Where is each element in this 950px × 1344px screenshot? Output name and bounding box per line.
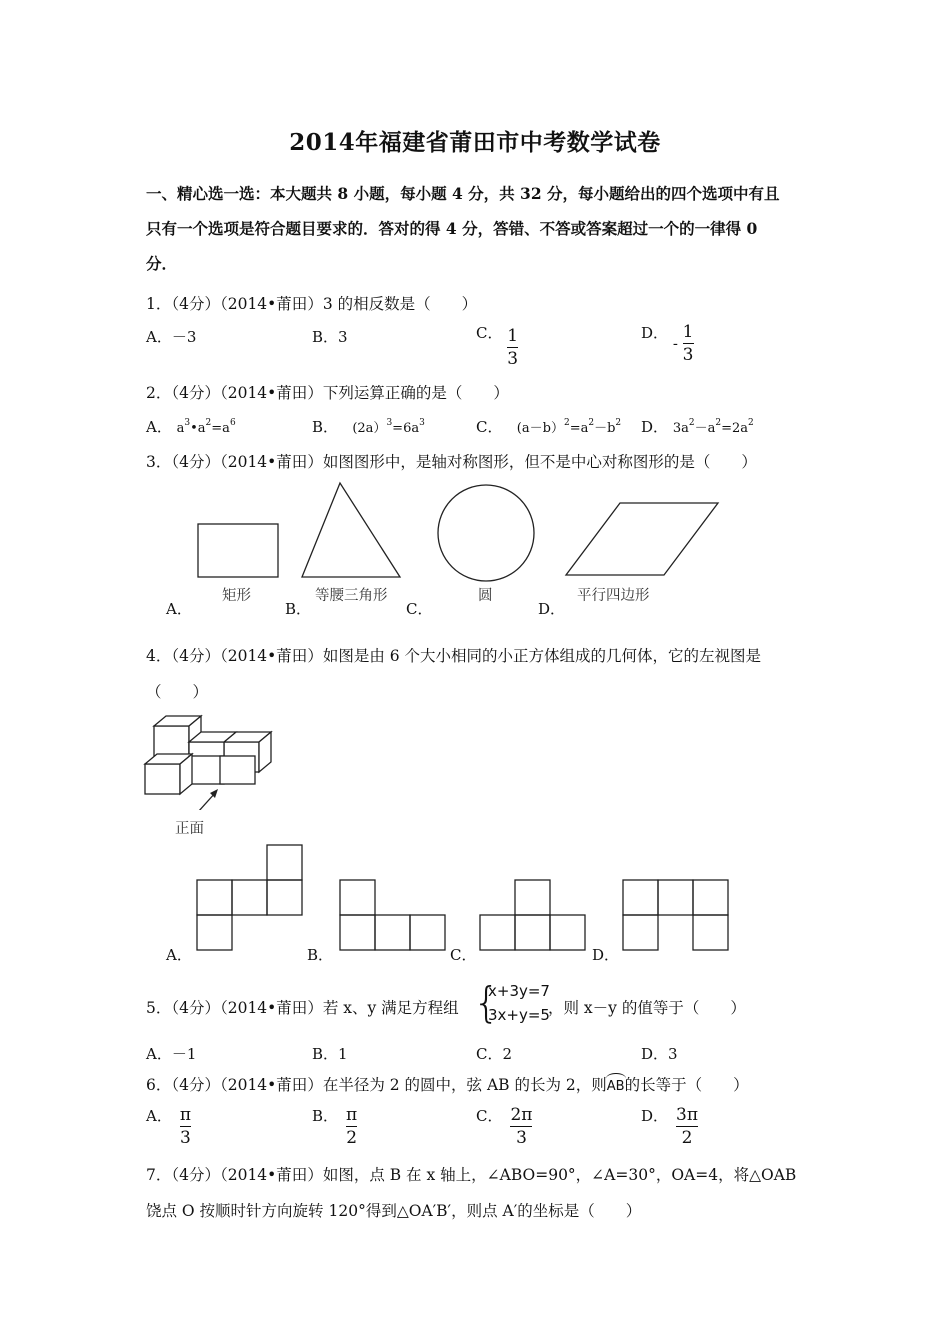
rectangle-shape <box>198 524 278 577</box>
q1-option-c-fraction <box>507 326 518 369</box>
q6-option-b <box>312 1105 357 1148</box>
section-heading-line2: 只有一个选项是符合题目要求的．答对的得 4 分，答错、不答或答案超过一个的一律得 0 <box>146 219 758 238</box>
q6-b-numerator: π <box>346 1105 358 1125</box>
q4-stem-line1: 4．（4分）（2014•莆田）如图是由 6 个大小相同的小正方体组成的几何体，它的左视图是 <box>146 647 762 665</box>
q6-option-a <box>146 1105 191 1148</box>
q3-figures <box>190 478 730 588</box>
isosceles-triangle-shape <box>302 483 400 577</box>
q2-option-a: A． $a^3•a^2=a^6$ <box>146 418 236 436</box>
q1-c-denominator: 3 <box>507 349 519 369</box>
q2-option-c: C． $(a-b)^2=a^2-b^2$ <box>476 418 622 436</box>
q1-c-numerator: 1 <box>507 326 519 346</box>
q1-option-d-fraction <box>683 322 694 365</box>
q5-equation-2: 3x+y=5 <box>488 1006 550 1024</box>
q4-cube-figure <box>140 710 310 810</box>
q4-option-a: A． <box>166 946 192 964</box>
q6-c-label: C． <box>476 1107 503 1125</box>
q1-d-denominator: 3 <box>682 345 694 365</box>
q3-caption-rectangle: 矩形 <box>222 588 251 604</box>
q6-b-denominator: 2 <box>346 1128 358 1148</box>
q4-option-d: D． <box>592 946 620 964</box>
q3-stem: 3．（4分）（2014•莆田）如图图形中，是轴对称图形，但不是中心对称图形的是（ ） <box>146 453 757 471</box>
q5-brace: { <box>473 978 500 1027</box>
q3-caption-parallelogram: 平行四边形 <box>577 588 650 604</box>
q2-option-d: D． $3a^2-a^2=2a^2$ <box>641 418 754 436</box>
q6-b-label: B． <box>312 1107 339 1125</box>
q5-option-a: A．－1 <box>146 1045 197 1063</box>
q2-a-label: A． <box>146 418 172 436</box>
q3-option-b: B． <box>285 600 312 618</box>
q3-option-c: C． <box>406 600 433 618</box>
q5-equation-1: x+3y=7 <box>488 982 550 1000</box>
q3-option-a: A． <box>166 600 192 618</box>
q2-option-b: B． $(2a)^3=6a^3$ <box>312 418 425 436</box>
q5-stem-pre: 5．（4分）（2014•莆田）若 x、y 满足方程组 <box>146 999 459 1017</box>
q1-stem: 1．（4分）（2014•莆田）3 的相反数是（ ） <box>146 295 478 313</box>
q6-d-numerator: 3π <box>676 1105 699 1125</box>
q6-c-numerator: 2π <box>510 1105 533 1125</box>
q6-option-d <box>641 1105 698 1148</box>
q4-front-label: 正面 <box>175 821 204 837</box>
q2-b-label: B． <box>312 418 339 436</box>
q6-stem <box>146 1073 749 1095</box>
q2-stem: 2．（4分）（2014•莆田）下列运算正确的是（ ） <box>146 384 509 402</box>
q6-d-label: D． <box>641 1107 669 1125</box>
q3-caption-circle: 圆 <box>478 588 493 604</box>
q6-stem-pre: 6．（4分）（2014•莆田）在半径为 2 的圆中，弦 AB 的长为 2，则 <box>146 1076 607 1094</box>
q6-arc-ab: AB <box>606 1079 625 1094</box>
q6-option-c <box>476 1105 532 1148</box>
q6-d-denominator: 2 <box>681 1128 693 1148</box>
q1-option-d-label: D． <box>641 324 669 342</box>
q4-option-b: B． <box>307 946 334 964</box>
q1-option-c-label: C． <box>476 324 503 342</box>
section-heading-line3: 分． <box>146 254 178 273</box>
q6-a-denominator: 3 <box>180 1128 191 1148</box>
q5-option-c: C．2 <box>476 1045 513 1063</box>
q1-option-b: B．3 <box>312 328 348 346</box>
q7-stem-line2: 饶点 O 按顺时针方向旋转 120°得到△OA′B′，则点 A′的坐标是（ ） <box>146 1202 642 1220</box>
q4-option-views <box>195 843 735 953</box>
q6-c-denominator: 3 <box>516 1128 527 1148</box>
q1-option-d <box>641 322 694 365</box>
q1-d-numerator: 1 <box>682 322 694 342</box>
q1-option-d-sign: - <box>672 334 678 353</box>
q5-option-d: D．3 <box>641 1045 678 1063</box>
q3-option-d: D． <box>538 600 566 618</box>
q3-caption-triangle: 等腰三角形 <box>315 588 388 604</box>
q4-stem-line2: （ ） <box>146 683 209 701</box>
q7-stem-line1: 7．（4分）（2014•莆田）如图，点 B 在 x 轴上，∠ABO=90°，∠A=30°，OA=4，将△OAB <box>146 1166 797 1184</box>
q6-a-label: A． <box>146 1107 172 1125</box>
q2-d-label: D． <box>641 418 669 436</box>
q5-option-b: B．1 <box>312 1045 348 1063</box>
q1-option-c <box>476 322 518 369</box>
parallelogram-shape <box>566 503 718 575</box>
q6-a-numerator: π <box>179 1105 192 1125</box>
q2-c-label: C． <box>476 418 503 436</box>
section-heading-line1: 一、精心选一选：本大题共 8 小题，每小题 4 分，共 32 分，每小题给出的四个选项中有且 <box>146 184 780 203</box>
q5-stem-post: ，则 x－y 的值等于（ ） <box>548 999 746 1017</box>
q6-stem-post: 的长等于（ ） <box>624 1076 749 1094</box>
circle-shape <box>438 485 534 581</box>
q4-option-c: C． <box>450 946 477 964</box>
page-title: 2014年福建省莆田市中考数学试卷 <box>289 129 661 156</box>
q1-option-a: A．－3 <box>146 328 197 346</box>
